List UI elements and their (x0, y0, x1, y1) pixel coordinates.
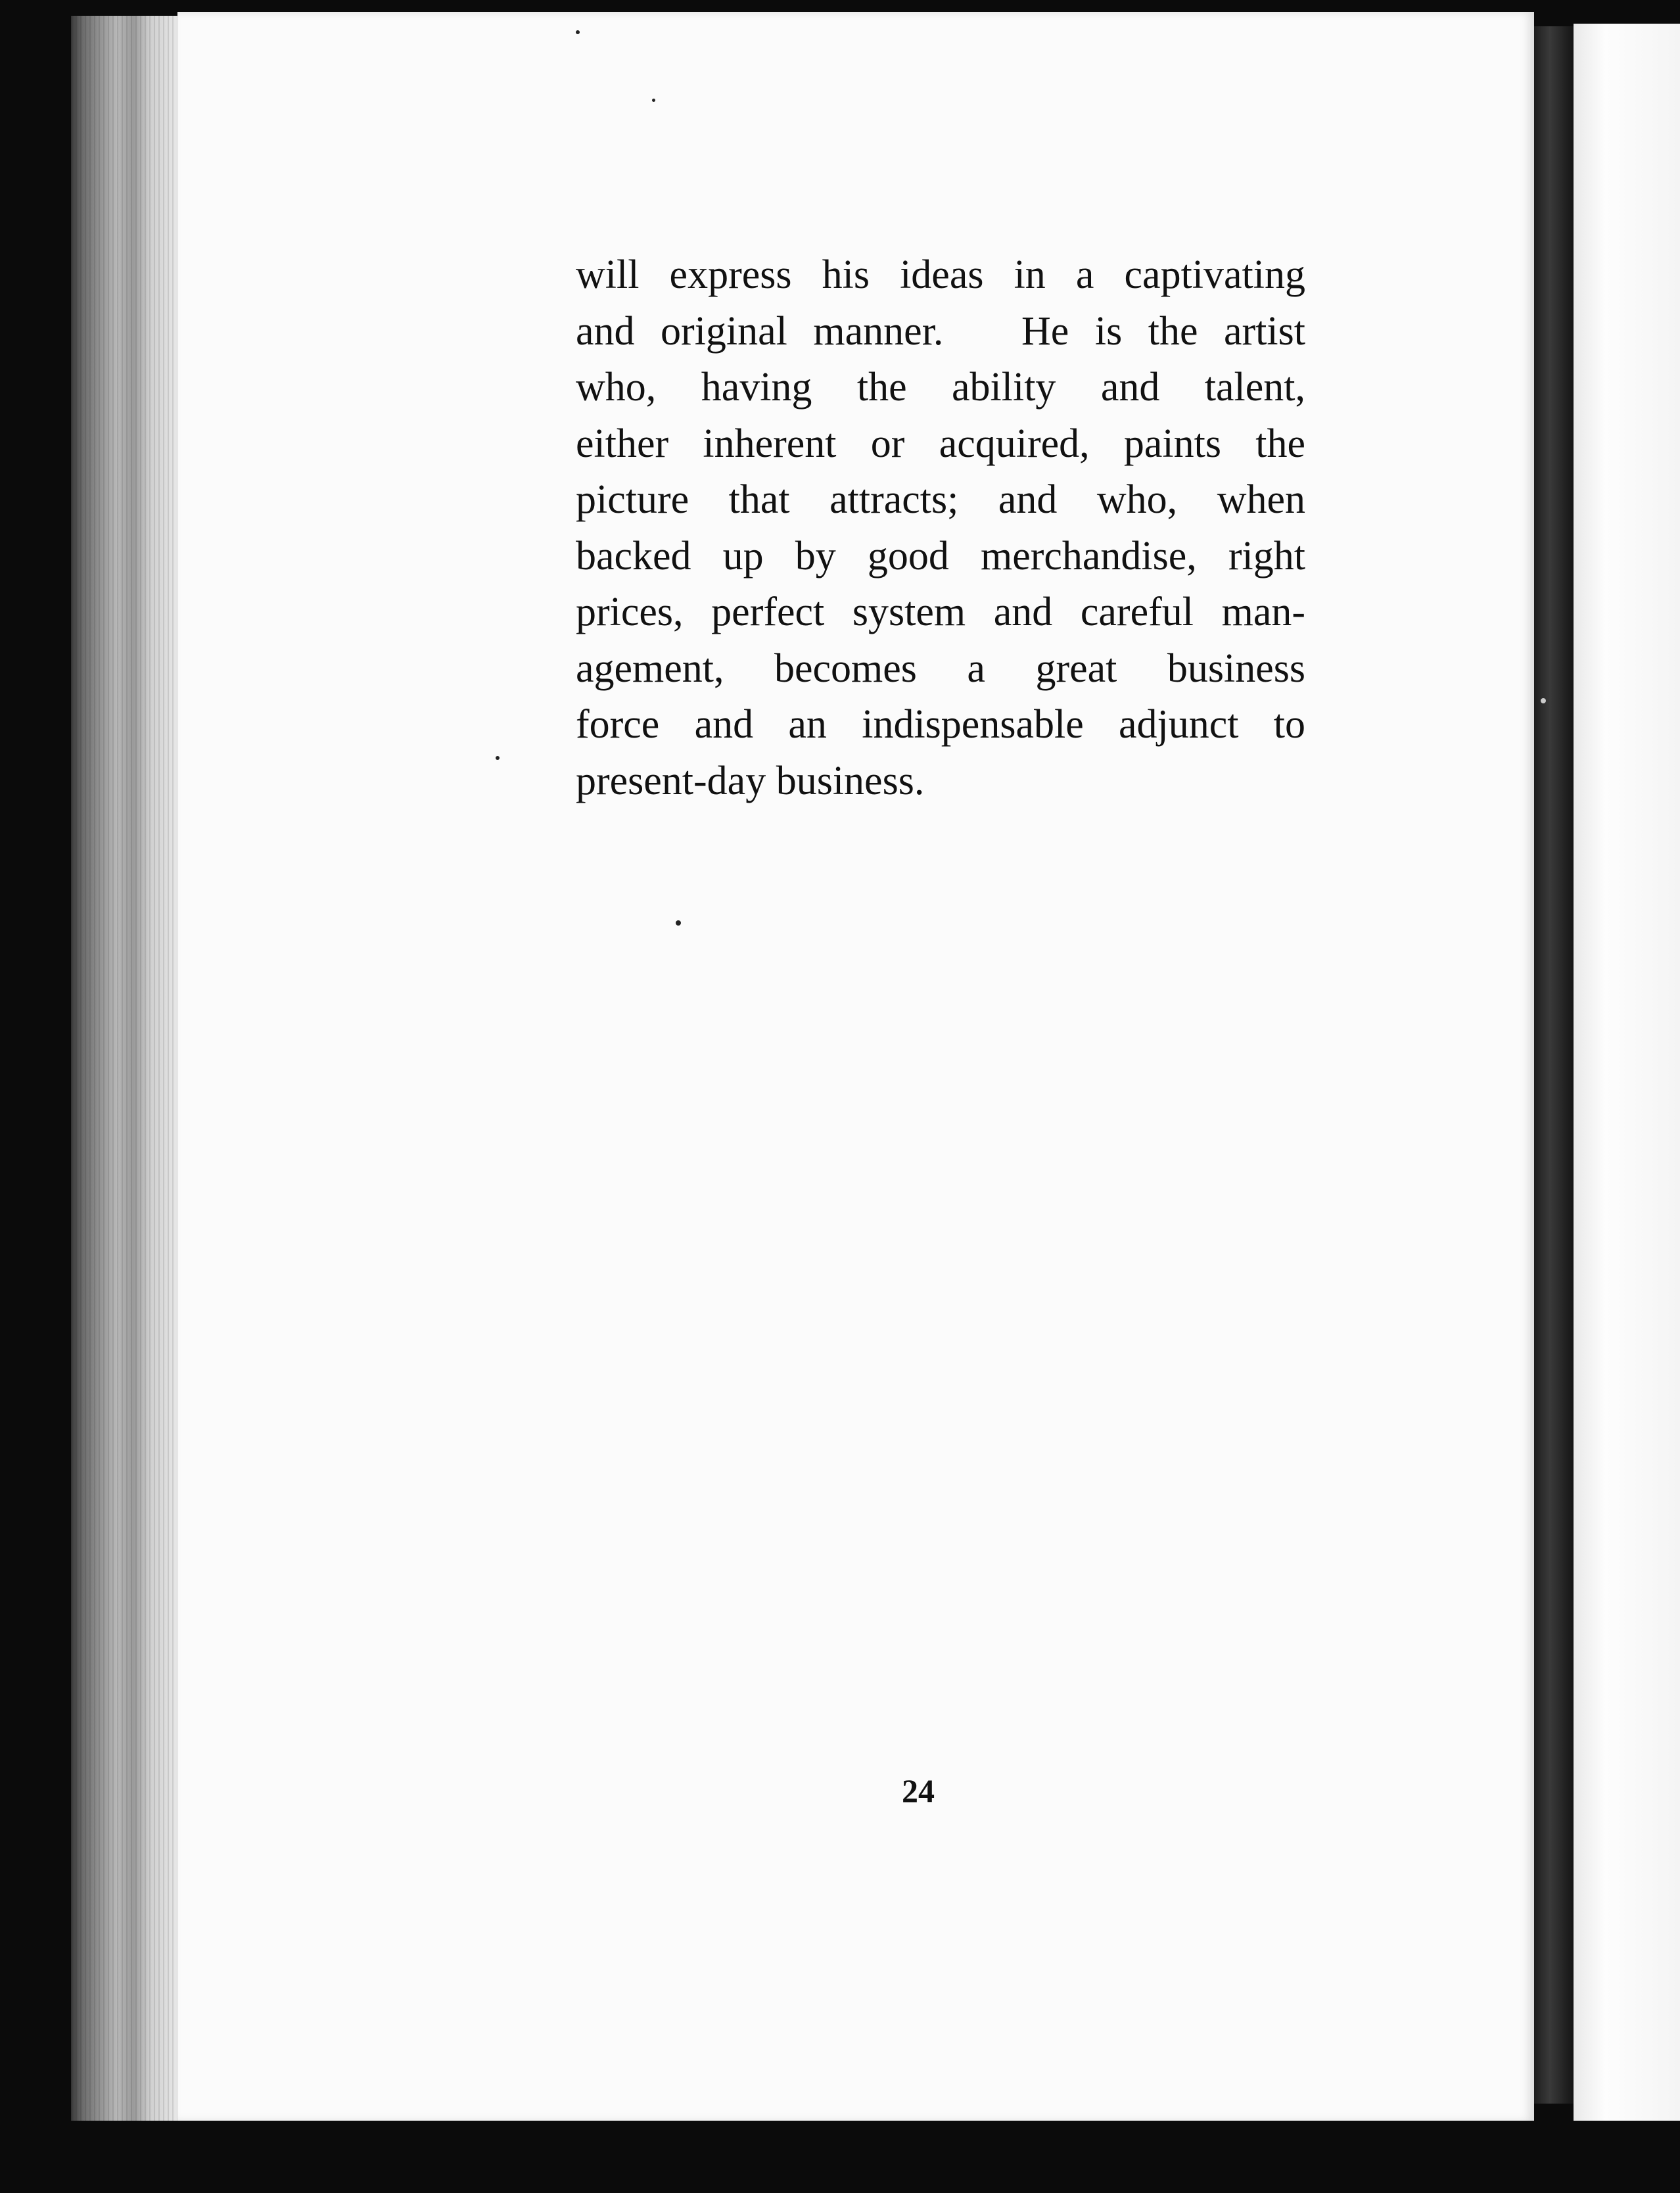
bottom-shadow (71, 2121, 1680, 2193)
text-line: force and an indispensable adjunct to (576, 702, 1305, 747)
page-number: 24 (902, 1772, 935, 1809)
text-line: prices, perfect system and careful man- (576, 590, 1305, 634)
speck (496, 756, 500, 760)
speck (576, 30, 580, 34)
text-line: backed up by good merchandise, right (576, 533, 1305, 578)
speck (1541, 698, 1546, 703)
facing-page-edge (1574, 24, 1680, 2121)
text-line: who, having the ability and talent, (576, 365, 1305, 410)
text-line: and original manner. He is the artist (576, 308, 1305, 354)
text-line: agement, becomes a great business (576, 646, 1305, 691)
speck (652, 99, 655, 102)
body-paragraph (576, 247, 1305, 809)
text-line: either inherent or acquired, paints the (576, 421, 1305, 466)
speck (676, 920, 681, 926)
text-line: present-day business. (576, 758, 925, 803)
text-line: picture that attracts; and who, when (576, 477, 1305, 522)
text-line: will express his ideas in a captivating (576, 252, 1305, 297)
book-binding (1534, 26, 1574, 2104)
